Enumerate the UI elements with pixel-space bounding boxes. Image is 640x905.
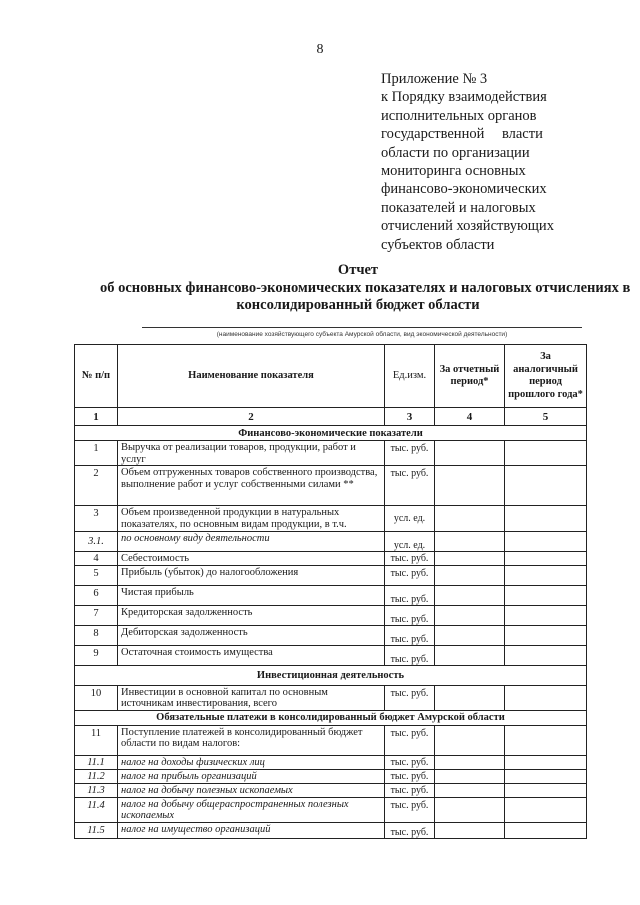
row-previous-value[interactable] [505, 822, 587, 838]
row-previous-value[interactable] [505, 645, 587, 665]
row-num: 11.5 [75, 822, 118, 838]
row-unit: тыс. руб. [385, 552, 435, 566]
row-name: Дебиторская задолженность [118, 625, 385, 645]
table-row [75, 625, 587, 645]
row-num: 3 [75, 506, 118, 532]
table-row [75, 769, 587, 783]
table-row [75, 725, 587, 755]
header-unit: Ед.изм. [385, 345, 435, 408]
header-previous-period: За аналогичный период прошлого года* [505, 345, 587, 408]
row-previous-value[interactable] [505, 725, 587, 755]
section-row [75, 426, 587, 441]
header-num: № п/п [75, 345, 118, 408]
row-unit: тыс. руб. [385, 685, 435, 710]
table-row [75, 552, 587, 566]
report-table [74, 344, 587, 839]
row-num: 9 [75, 645, 118, 665]
row-name: налог на имущество организаций [118, 822, 385, 838]
row-num: 5 [75, 565, 118, 585]
row-num: 1 [75, 441, 118, 466]
row-num: 10 [75, 685, 118, 710]
appendix-header [381, 70, 591, 254]
section-title: Обязательные платежи в консолидированный бюджет Амурской области [75, 710, 587, 725]
row-unit: тыс. руб. [385, 822, 435, 838]
row-current-value[interactable] [435, 605, 505, 625]
table-row [75, 605, 587, 625]
row-current-value[interactable] [435, 822, 505, 838]
row-current-value[interactable] [435, 645, 505, 665]
row-unit: тыс. руб. [385, 725, 435, 755]
table-row [75, 466, 587, 506]
header-current-period: За отчетный период* [435, 345, 505, 408]
row-previous-value[interactable] [505, 466, 587, 506]
row-name: налог на прибыль организаций [118, 769, 385, 783]
row-current-value[interactable] [435, 565, 505, 585]
row-unit: тыс. руб. [385, 755, 435, 769]
header-name: Наименование показателя [118, 345, 385, 408]
column-number-row [75, 408, 587, 426]
row-name: Кредиторская задолженность [118, 605, 385, 625]
table-row [75, 783, 587, 797]
table-row [75, 755, 587, 769]
row-unit: усл. ед. [385, 532, 435, 552]
row-previous-value[interactable] [505, 783, 587, 797]
section-row [75, 665, 587, 685]
row-previous-value[interactable] [505, 755, 587, 769]
row-unit: тыс. руб. [385, 441, 435, 466]
row-previous-value[interactable] [505, 506, 587, 532]
row-current-value[interactable] [435, 685, 505, 710]
row-num: 6 [75, 585, 118, 605]
row-unit: тыс. руб. [385, 466, 435, 506]
subject-caption: (наименование хозяйствующего субъекта Амурской области, вид экономической деятельности) [216, 331, 508, 338]
row-num: 2 [75, 466, 118, 506]
title-line-3: консолидированный бюджет области [236, 297, 480, 313]
table-row [75, 441, 587, 466]
row-num: 11.3 [75, 783, 118, 797]
row-current-value[interactable] [435, 532, 505, 552]
row-current-value[interactable] [435, 552, 505, 566]
row-previous-value[interactable] [505, 585, 587, 605]
row-previous-value[interactable] [505, 769, 587, 783]
row-current-value[interactable] [435, 725, 505, 755]
row-previous-value[interactable] [505, 605, 587, 625]
row-current-value[interactable] [435, 506, 505, 532]
row-name: Остаточная стоимость имущества [118, 645, 385, 665]
table-row [75, 822, 587, 838]
title-line-2: об основных финансово-экономических показателях и налоговых отчислениях в [100, 279, 631, 296]
row-previous-value[interactable] [505, 565, 587, 585]
row-name: Поступление платежей в консолидированный бюджет области по видам налогов: [118, 725, 385, 755]
row-current-value[interactable] [435, 755, 505, 769]
row-unit: тыс. руб. [385, 585, 435, 605]
row-current-value[interactable] [435, 625, 505, 645]
row-num: 11.4 [75, 797, 118, 822]
row-current-value[interactable] [435, 783, 505, 797]
row-name: Выручка от реализации товаров, продукции, работ и услуг [118, 441, 385, 466]
column-number: 2 [118, 408, 385, 426]
table-row [75, 532, 587, 552]
appendix-line: показателей и налоговых [381, 199, 536, 216]
table-row [75, 685, 587, 710]
row-unit: тыс. руб. [385, 783, 435, 797]
row-unit: тыс. руб. [385, 797, 435, 822]
row-name: Прибыль (убыток) до налогообложения [118, 565, 385, 585]
row-name: налог на доходы физических лиц [118, 755, 385, 769]
row-num: 4 [75, 552, 118, 566]
title-line-1: Отчет [337, 262, 379, 278]
row-current-value[interactable] [435, 769, 505, 783]
row-name: по основному виду деятельности [118, 532, 385, 552]
appendix-line: исполнительных органов [381, 107, 537, 124]
row-previous-value[interactable] [505, 552, 587, 566]
row-name: налог на добычу полезных ископаемых [118, 783, 385, 797]
section-title: Инвестиционная деятельность [75, 665, 587, 685]
appendix-line: к Порядку взаимодействия [381, 89, 547, 106]
row-previous-value[interactable] [505, 441, 587, 466]
section-row [75, 710, 587, 725]
row-num: 3.1. [75, 532, 118, 552]
table-row [75, 797, 587, 822]
row-unit: тыс. руб. [385, 625, 435, 645]
row-current-value[interactable] [435, 585, 505, 605]
table-header-row [75, 345, 587, 408]
row-name: Объем отгруженных товаров собственного производства, выполнение работ и услуг собственными силами ** [118, 466, 385, 506]
table-row [75, 645, 587, 665]
row-previous-value[interactable] [505, 532, 587, 552]
table-row [75, 506, 587, 532]
row-previous-value[interactable] [505, 685, 587, 710]
row-previous-value[interactable] [505, 625, 587, 645]
row-current-value[interactable] [435, 466, 505, 506]
row-name: Чистая прибыль [118, 585, 385, 605]
table-row [75, 565, 587, 585]
table-row [75, 585, 587, 605]
page-number: 8 [316, 42, 324, 57]
column-number: 1 [75, 408, 118, 426]
row-unit: тыс. руб. [385, 565, 435, 585]
row-name: Себестоимость [118, 552, 385, 566]
row-name: Объем произведенной продукции в натуральных показателях, по основным видам продукции, в т.ч. [118, 506, 385, 532]
appendix-line: государственной власти [381, 126, 543, 143]
report-title [100, 262, 631, 315]
subject-name-line [142, 327, 582, 328]
section-title: Финансово-экономические показатели [75, 426, 587, 441]
row-name: Инвестиции в основной капитал по основным источникам инвестирования, всего [118, 685, 385, 710]
row-name: налог на добычу общераспространенных полезных ископаемых [118, 797, 385, 822]
appendix-line: мониторинга основных [381, 163, 526, 180]
row-unit: тыс. руб. [385, 605, 435, 625]
row-unit: усл. ед. [385, 506, 435, 532]
row-current-value[interactable] [435, 441, 505, 466]
appendix-line: области по организации [381, 144, 530, 161]
row-current-value[interactable] [435, 797, 505, 822]
appendix-line: субъектов области [381, 236, 495, 253]
row-num: 11.2 [75, 769, 118, 783]
column-number: 5 [505, 408, 587, 426]
row-unit: тыс. руб. [385, 645, 435, 665]
column-number: 3 [385, 408, 435, 426]
appendix-line: Приложение № 3 [381, 71, 488, 87]
appendix-line: финансово-экономических [381, 181, 547, 198]
row-num: 7 [75, 605, 118, 625]
appendix-line: отчислений хозяйствующих [381, 218, 554, 235]
column-number: 4 [435, 408, 505, 426]
row-previous-value[interactable] [505, 797, 587, 822]
row-num: 8 [75, 625, 118, 645]
row-num: 11 [75, 725, 118, 755]
row-num: 11.1 [75, 755, 118, 769]
row-unit: тыс. руб. [385, 769, 435, 783]
